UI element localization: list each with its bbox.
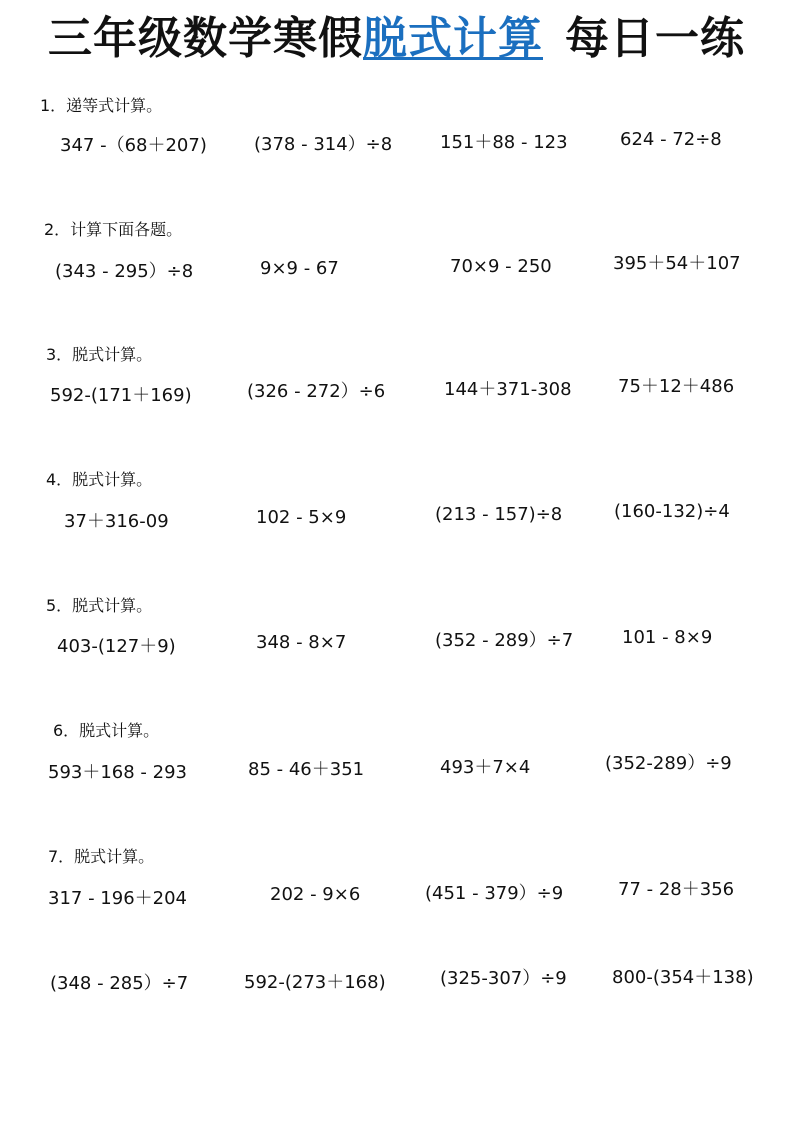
problem-3-2: (326 - 272）÷6 [247,381,386,402]
problem-4-2: 102 - 5×9 [256,507,347,528]
problem-2-1: (343 - 295）÷8 [55,261,194,282]
problem-4-3: (213 - 157)÷8 [435,504,563,525]
title-suffix: 每日一练 [565,13,745,64]
problem-3-4: 75＋12＋486 [618,376,735,397]
title-highlight: 脱式计算 [363,13,543,64]
section-1-heading: 1．递等式计算。 [40,96,163,115]
worksheet-title [0,14,793,65]
problem-2-3: 70×9 - 250 [450,256,552,277]
problem-7-6: 592-(273＋168) [244,972,386,993]
section-4-heading: 4．脱式计算。 [46,470,153,489]
problem-7-8: 800-(354＋138) [612,967,754,988]
problem-4-4: (160-132)÷4 [614,501,730,522]
problem-1-3: 151＋88 - 123 [440,132,568,153]
section-5-heading: 5．脱式计算。 [46,596,153,615]
problem-6-1: 593＋168 - 293 [48,762,188,783]
problem-5-3: (352 - 289）÷7 [435,630,574,651]
problem-7-3: (451 - 379）÷9 [425,883,564,904]
problem-7-7: (325-307）÷9 [440,968,567,989]
section-6-heading: 6．脱式计算。 [53,721,160,740]
problem-5-1: 403-(127＋9) [57,636,176,657]
title-prefix: 三年级数学寒假 [48,13,363,64]
problem-3-3: 144＋371-308 [444,379,572,400]
problem-2-4: 395＋54＋107 [613,253,741,274]
problem-7-2: 202 - 9×6 [270,884,361,905]
problem-6-3: 493＋7×4 [440,757,531,778]
problem-7-5: (348 - 285）÷7 [50,973,189,994]
problem-1-2: (378 - 314）÷8 [254,134,393,155]
section-3-heading: 3．脱式计算。 [46,345,153,364]
problem-3-1: 592-(171＋169) [50,385,192,406]
problem-6-2: 85 - 46＋351 [248,759,365,780]
problem-4-1: 37＋316-09 [64,511,169,532]
problem-2-2: 9×9 - 67 [260,258,339,279]
problem-7-4: 77 - 28＋356 [618,879,735,900]
problem-7-1: 317 - 196＋204 [48,888,188,909]
section-7-heading: 7．脱式计算。 [48,847,155,866]
problem-1-1: 347 -（68＋207) [60,135,207,156]
problem-6-4: (352-289）÷9 [605,753,732,774]
problem-5-4: 101 - 8×9 [622,627,713,648]
problem-5-2: 348 - 8×7 [256,632,347,653]
section-2-heading: 2．计算下面各题。 [44,220,183,239]
problem-1-4: 624 - 72÷8 [620,129,722,150]
